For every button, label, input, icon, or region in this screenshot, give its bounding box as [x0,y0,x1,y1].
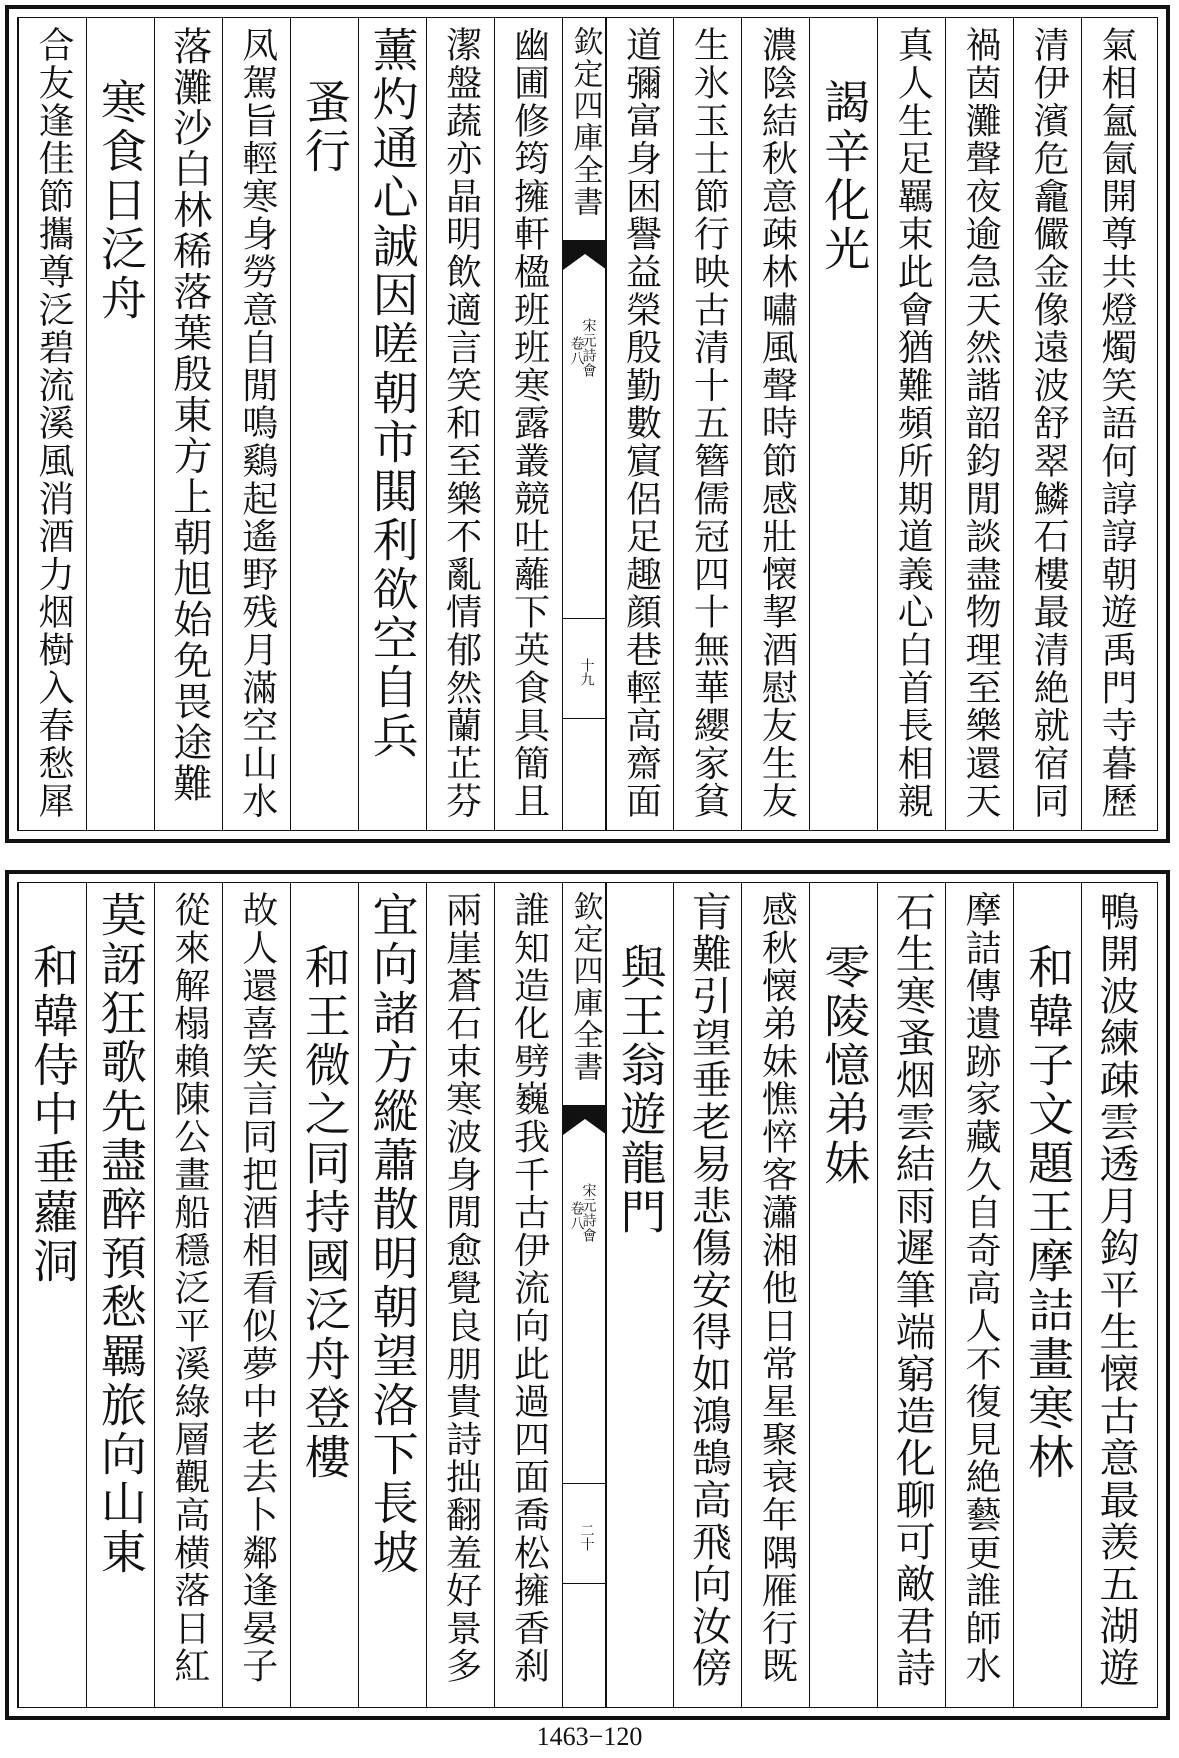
text-column [426,18,494,830]
column-text: 和韓侍中垂蘿洞 [25,943,80,1286]
column-text: 摩詰傳遺跡家藏久自奇高人不復見絶藝更誰師水 [960,891,1002,1685]
spine-rule [563,1483,605,1484]
fish-tail-mark [563,1105,607,1145]
text-column [18,883,86,1707]
column-text: 肓難引望垂老易悲傷安得如鴻鵠高飛向汝傍 [685,891,732,1689]
text-column [877,18,945,830]
text-column [877,883,945,1707]
text-column [945,18,1013,830]
column-text: 宜向諸方縱蕭散明朝望洛下長坡 [365,891,420,1577]
column-text: 兩崖蒼石束寒波身閒愈覺良朋貴詩拙翻羞好景多 [440,891,482,1685]
text-column [1081,18,1149,830]
column-text: 凤駕旨輕寒身勞意自閒鳴鷄起遙野残月滿空山水 [236,26,278,820]
text-column [86,883,154,1707]
text-column [290,883,358,1707]
text-column [606,883,674,1707]
text-column [673,18,741,830]
text-column [809,883,877,1707]
column-text: 和王微之同持國泛舟登樓 [297,943,352,1482]
text-column [86,18,154,830]
spine-rule [563,1583,605,1584]
text-column [222,18,290,830]
column-text: 幽圃修筠擁軒楹班班寒露叢競吐蘺下英食具簡且 [508,26,550,820]
column-text: 蚤行 [297,78,352,176]
column-text: 道彌富身困譽益榮殷勤數賔侶足趣顔巷輕高齋面 [620,26,662,820]
column-text: 石生寒蚤烟雲結雨遲筆端窮造化聊可敵君詩 [889,891,936,1689]
column-text: 零陵憶弟妹 [817,943,872,1188]
spine-rule [563,618,605,619]
spine-title: 欽定四庫全書 [567,26,603,218]
text-column [290,18,358,830]
text-column [1013,18,1081,830]
column-text: 寒食日泛舟 [93,78,148,323]
column-text: 薰灼通心誠因嗟朝市閧利欲空自兵 [365,26,420,761]
column-text: 與王翁遊龍門 [613,943,668,1237]
text-column [358,18,426,830]
text-column [809,18,877,830]
text-column [18,18,86,830]
text-column [154,18,222,830]
column-text: 禍茵灘聲夜逾急天然諧韶鈞閒談盡物理至樂還天 [960,26,1002,820]
column-text: 濃陰結秋意疎林嘯風聲時節感壯懐挈酒慰友生友 [756,26,798,820]
text-column [1081,883,1149,1707]
spine-title: 欽定四庫全書 [567,891,603,1083]
text-column [945,883,1013,1707]
column-text: 氣相氳氤開尊共燈燭笑語何諄諄朝遊禹門寺暮歷 [1096,26,1138,820]
spine-page-number: 二十 [578,1523,595,1551]
text-column [1013,883,1081,1707]
column-text: 莫訝狂歌先盡醉預愁羈旅向山東 [93,891,148,1577]
text-column [606,18,674,830]
column-text: 和韓子文題王摩詰畫寒林 [1021,943,1076,1482]
bottom-page [5,870,1170,1720]
text-column [741,18,809,830]
text-column [222,883,290,1707]
spine-collection: 宋元詩會 [580,1183,597,1243]
text-column [494,883,562,1707]
fish-tail-mark [563,240,607,280]
column-text: 真人生足羈束此會猶難頻所期道義心白首長相親 [892,26,934,820]
spine-page-number: 十九 [578,658,595,686]
column-text: 感秋懐弟妹憔悴客瀟湘他日常星聚衰年隅雁行既 [756,891,798,1685]
column-text: 生氷玉士節行映古清十五簪儒冠四十無華纓家貧 [688,26,730,820]
center-spine [562,883,606,1707]
column-text: 誰知造化劈巍我千古伊流向此過四面喬松擁香刹 [508,891,550,1685]
text-column [741,883,809,1707]
text-column [673,883,741,1707]
page-footer-number: 1463−120 [536,1722,643,1751]
spine-collection: 宋元詩會 [580,318,597,378]
column-text: 故人還喜笑言同把酒相看似夢中老去卜鄰逢晏子 [236,891,278,1685]
column-text: 謁辛化光 [817,78,872,274]
top-page [5,5,1170,843]
column-text: 從來解榻賴陳公畫船穩泛平溪綠層觀高横落日紅 [168,891,210,1685]
text-column [154,883,222,1707]
column-text: 鴨開波練疎雲透月鈎平生懐古意最羡五湖遊 [1093,891,1140,1689]
spine-rule [563,718,605,719]
bottom-page-frame [17,882,1158,1708]
column-text: 落灘沙白林稀落葉殷東方上朝旭始免畏途難 [166,26,212,805]
column-text: 清伊濱危龕儼金像遠波舒翠鱗石樓最清絶就宿同 [1028,26,1070,820]
spine-volume: 卷八 [568,336,585,366]
center-spine [562,18,606,830]
column-text: 合友逢佳節攜尊泛碧流溪風消酒力烟樹入春愁犀 [32,26,74,820]
text-column [494,18,562,830]
text-column [358,883,426,1707]
column-text: 潔盤蔬亦晶明飲適言笑和至樂不亂情郁然蘭芷芬 [440,26,482,820]
text-column [426,883,494,1707]
top-page-frame [17,17,1158,831]
spine-volume: 卷八 [568,1201,585,1231]
